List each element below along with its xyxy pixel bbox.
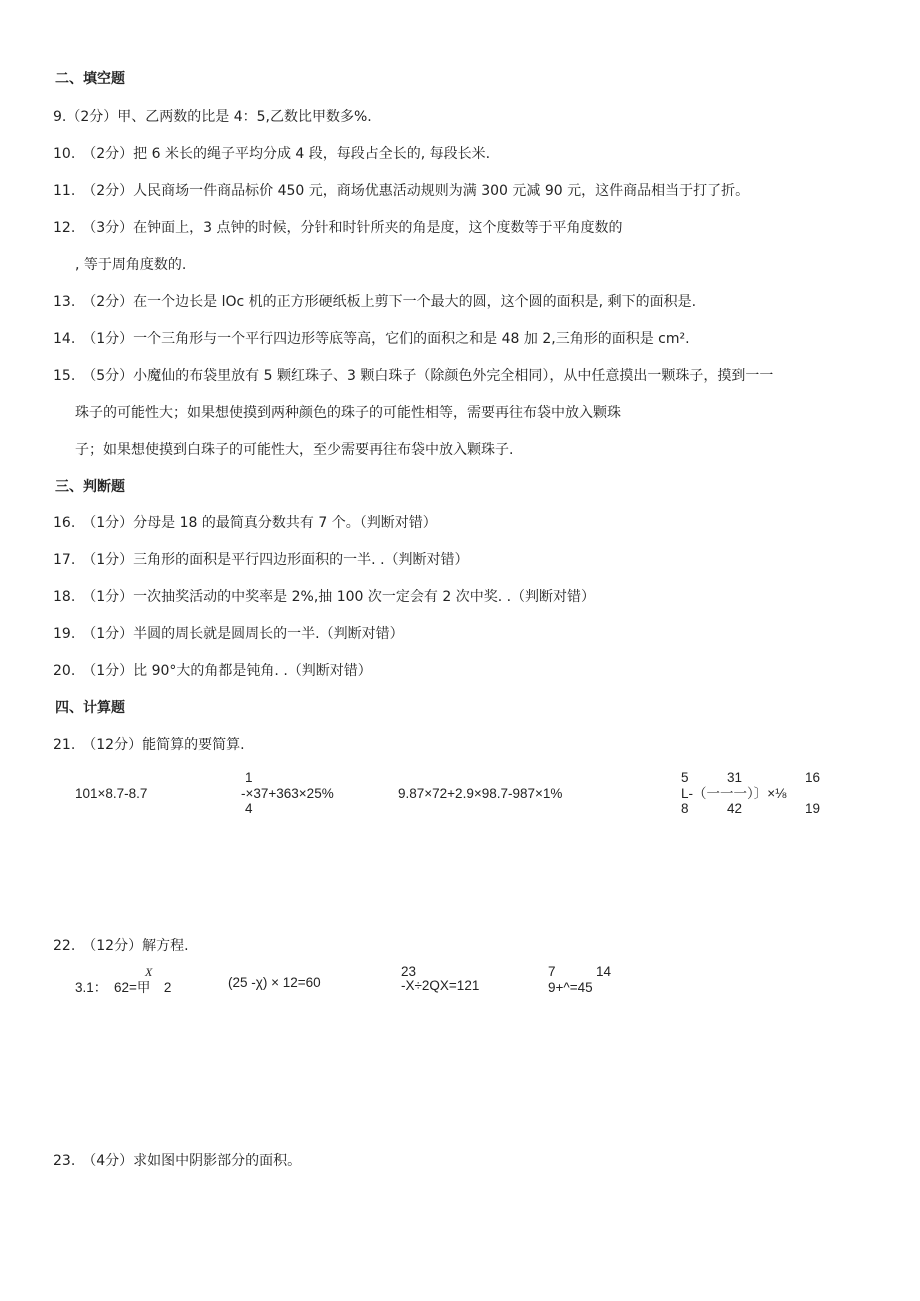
q21-expr-4-numerator-c: 16: [805, 770, 821, 785]
q21-expr-4-numerator-a: 5: [681, 770, 689, 785]
q21-expr-4: L-（一一一）〕×⅛: [681, 786, 787, 801]
q22-expr-1-x: X: [145, 965, 153, 979]
q21-expr-2-numerator: 1: [245, 770, 253, 785]
question-22: 22. （12分）解方程.: [53, 938, 189, 954]
section-fill-title: 二、填空题: [55, 71, 125, 87]
question-10: 10. （2分）把 6 米长的绳子平均分成 4 段，每段占全长的, 每段长米.: [53, 146, 491, 162]
q22-expr-4: 9+^=45: [548, 980, 593, 995]
q21-expr-4-numerator-b: 31: [727, 770, 743, 785]
q21-expr-4-denominator-a: 8: [681, 801, 689, 816]
question-9: 9.（2分）甲、乙两数的比是 4：5,乙数比甲数多%.: [53, 109, 372, 125]
question-21: 21. （12分）能简算的要简算.: [53, 737, 245, 753]
q21-expr-4-denominator-c: 19: [805, 801, 821, 816]
question-20: 20. （1分）比 90°大的角都是钝角. .（判断对错）: [53, 663, 372, 679]
question-15-line3: 子；如果想使摸到白珠子的可能性大，至少需要再往布袋中放入颗珠子.: [75, 442, 514, 458]
question-15-line2: 珠子的可能性大；如果想使摸到两种颜色的珠子的可能性相等，需要再往布袋中放入颗珠: [75, 405, 621, 421]
question-13: 13. （2分）在一个边长是 lOc 机的正方形硬纸板上剪下一个最大的圆，这个圆的面积是, 剩下的面积是.: [53, 294, 697, 310]
question-14: 14. （1分）一个三角形与一个平行四边形等底等高，它们的面积之和是 48 加 2,三角形的面积是 cm².: [53, 331, 690, 347]
question-15-line1: 15. （5分）小魔仙的布袋里放有 5 颗红珠子、3 颗白珠子（除颜色外完全相同），从中任意摸出一颗珠子，摸到一一: [53, 368, 774, 384]
question-16: 16. （1分）分母是 18 的最简真分数共有 7 个。（判断对错）: [53, 515, 437, 531]
q22-expr-4-numerator-b: 14: [596, 964, 612, 979]
q22-expr-3: -X÷2QX=121: [401, 978, 480, 993]
q21-expr-2-denominator: 4: [245, 801, 253, 816]
q22-expr-3-numerator: 23: [401, 964, 417, 979]
section-judge-title: 三、判断题: [55, 479, 125, 495]
q21-expr-4-denominator-b: 42: [727, 801, 743, 816]
question-19: 19. （1分）半圆的周长就是圆周长的一半.（判断对错）: [53, 626, 404, 642]
q21-expr-1: 101×8.7-8.7: [75, 786, 148, 801]
question-17: 17. （1分）三角形的面积是平行四边形面积的一半. .（判断对错）: [53, 552, 469, 568]
question-18: 18. （1分）一次抽奖活动的中奖率是 2%,抽 100 次一定会有 2 次中奖. .（判断对错）: [53, 589, 596, 605]
question-12-line2: , 等于周角度数的.: [75, 257, 187, 273]
q21-expr-3: 9.87×72+2.9×98.7-987×1%: [398, 786, 563, 801]
question-11: 11. （2分）人民商场一件商品标价 450 元，商场优惠活动规则为满 300 元减 90 元，这件商品相当于打了折。: [53, 183, 750, 199]
q21-expr-2: -×37+363×25%: [241, 786, 334, 801]
question-12-line1: 12. （3分）在钟面上，3 点钟的时候，分针和时针所夹的角是度，这个度数等于平角度数的: [53, 220, 623, 236]
q22-expr-1: 3.1： 62=甲 2: [75, 980, 172, 995]
q22-expr-4-numerator-a: 7: [548, 964, 556, 979]
section-calc-title: 四、计算题: [55, 700, 125, 716]
question-23: 23. （4分）求如图中阴影部分的面积。: [53, 1153, 302, 1169]
q22-expr-2: (25 -χ) × 12=60: [228, 975, 321, 990]
